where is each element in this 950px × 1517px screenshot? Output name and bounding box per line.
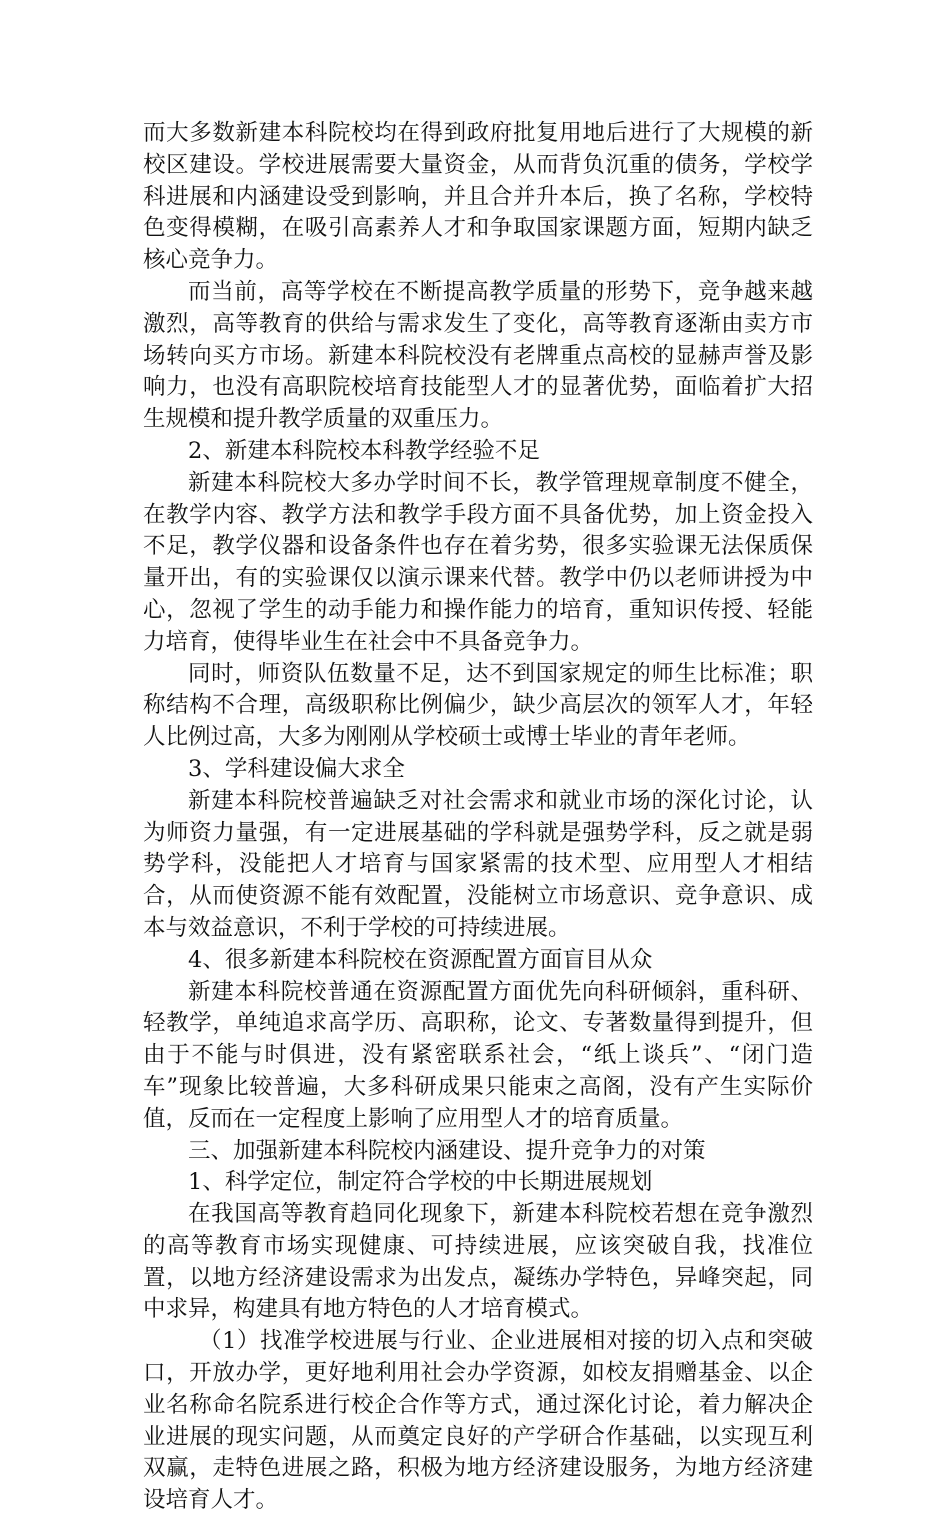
paragraph: 新建本科院校普遍缺乏对社会需求和就业市场的深化讨论，认为师资力量强，有一定进展基础的学科就是强势学科，反之就是弱势学科，没能把人才培育与国家紧需的技术型、应用型人才相结合，从而使资源不能有效配置，没能树立市场意识、竞争意识、成本与效益意识，不利于学校的可持续进展。	[143, 787, 813, 941]
paragraph: 而大多数新建本科院校均在得到政府批复用地后进行了大规模的新校区建设。学校进展需要大量资金，从而背负沉重的债务，学校学科进展和内涵建设受到影响，并且合并升本后，换了名称，学校特色变得模糊，在吸引高素养人才和争取国家课题方面，短期内缺乏核心竞争力。	[143, 120, 813, 274]
section-heading: 4、很多新建本科院校在资源配置方面盲目从众	[188, 946, 653, 973]
paragraph: 新建本科院校大多办学时间不长，教学管理规章制度不健全，在教学内容、教学方法和教学手段方面不具备优势，加上资金投入不足，教学仪器和设备条件也存在着劣势，很多实验课无法保质保量开出，有的实验课仅以演示课来代替。教学中仍以老师讲授为中心，忽视了学生的动手能力和操作能力的培育，重知识传授、轻能力培育，使得毕业生在社会中不具备竞争力。	[143, 469, 813, 655]
paragraph: 而当前，高等学校在不断提高教学质量的形势下，竞争越来越激烈，高等教育的供给与需求发生了变化，高等教育逐渐由卖方市场转向买方市场。新建本科院校没有老牌重点高校的显赫声誉及影响力，也没有高职院校培育技能型人才的显著优势，面临着扩大招生规模和提升教学质量的双重压力。	[143, 278, 813, 433]
paragraph: 同时，师资队伍数量不足，达不到国家规定的师生比标准；职称结构不合理，高级职称比例偏少，缺少高层次的领军人才，年轻人比例过高，大多为刚刚从学校硕士或博士毕业的青年老师。	[143, 660, 813, 751]
section-heading: 三、加强新建本科院校内涵建设、提升竞争力的对策	[188, 1137, 706, 1164]
body-text	[143, 118, 813, 1517]
section-heading: 1、科学定位，制定符合学校的中长期进展规划	[188, 1169, 653, 1196]
paragraph: 新建本科院校普通在资源配置方面优先向科研倾斜，重科研、轻教学，单纯追求高学历、高职称，论文、专著数量得到提升，但由于不能与时俱进，没有紧密联系社会，“纸上谈兵”、“闭门造车”现象比较普遍，大多科研成果只能束之高阁，没有产生实际价值，反而在一定程度上影响了应用型人才的培育质量。	[143, 978, 813, 1132]
paragraph: （1）找准学校进展与行业、企业进展相对接的切入点和突破口，开放办学，更好地利用社会办学资源，如校友捐赠基金、以企业名称命名院系进行校企合作等方式，通过深化讨论，着力解决企业进展的现实问题，从而奠定良好的产学研合作基础，以实现互利双赢，走特色进展之路，积极为地方经济建设服务，为地方经济建设培育人才。	[143, 1328, 813, 1514]
paragraph: 在我国高等教育趋同化现象下，新建本科院校若想在竞争激烈的高等教育市场实现健康、可持续进展，应该突破自我，找准位置，以地方经济建设需求为出发点，凝练办学特色，异峰突起，同中求异，构建具有地方特色的人才培育模式。	[143, 1201, 813, 1323]
section-heading: 3、学科建设偏大求全	[188, 755, 405, 782]
section-heading: 2、新建本科院校本科教学经验不足	[188, 437, 540, 464]
